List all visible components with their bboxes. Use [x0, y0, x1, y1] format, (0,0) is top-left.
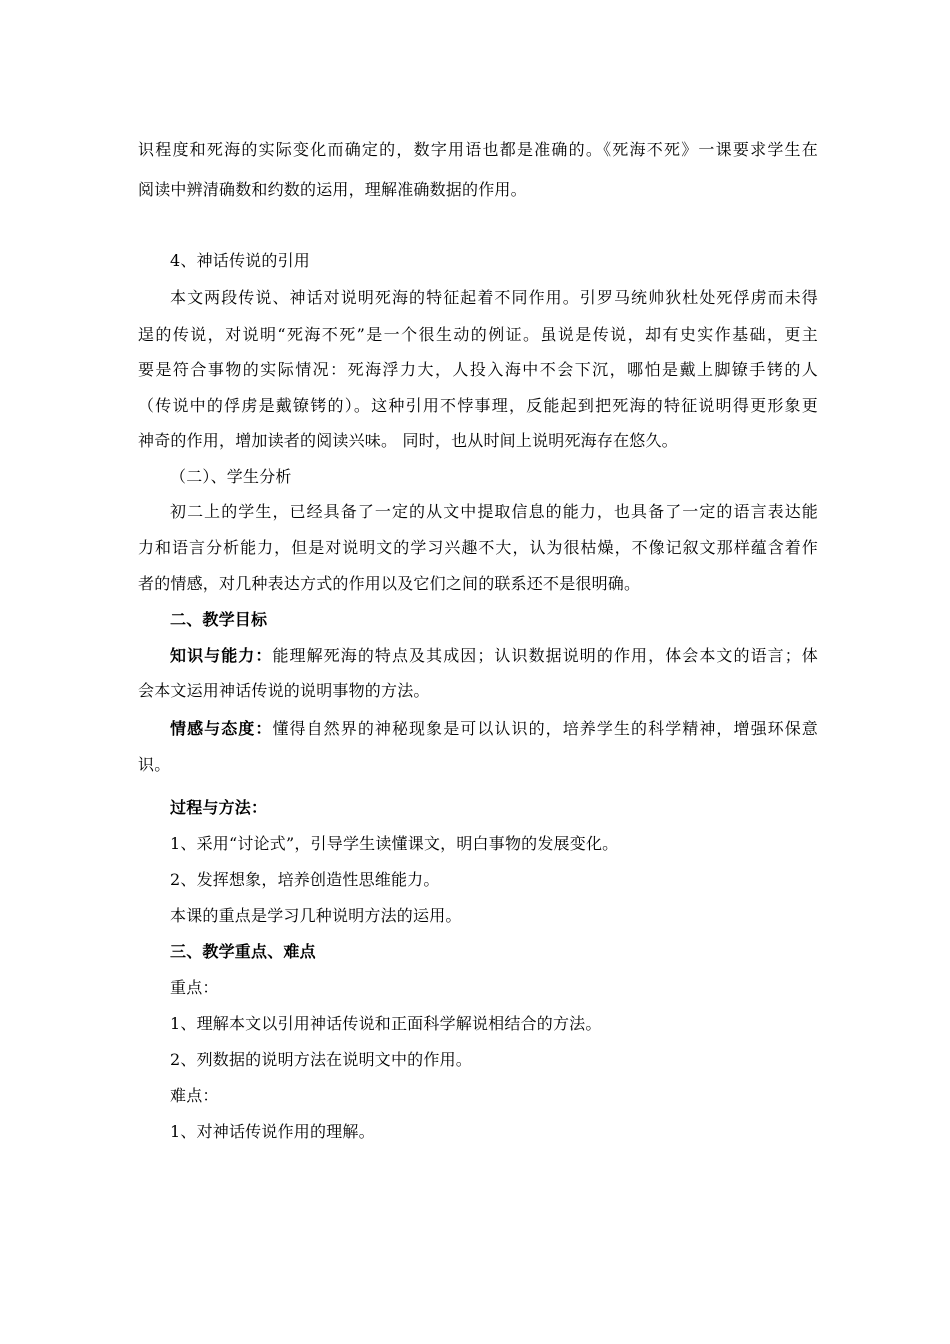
paragraph-line: 本文两段传说、神话对说明死海的特征起着不同作用。引罗马统帅狄杜处死俘虏而未得 — [170, 288, 818, 307]
paragraph-line: 会本文运用神话传说的说明事物的方法。 — [138, 681, 430, 700]
emotion-text: 懂得自然界的神秘现象是可以认识的，培养学生的科学精神，增强环保意 — [272, 719, 818, 738]
paragraph-line: （传说中的俘虏是戴镣铐的）。这种引用不悖事理，反能起到把死海的特征说明得更形象更 — [138, 396, 818, 415]
process-label: 过程与方法： — [170, 798, 268, 817]
paragraph-line: 识程度和死海的实际变化而确定的，数字用语也都是准确的。《死海不死》一课要求学生在 — [138, 140, 818, 159]
knowledge-text: 能理解死海的特点及其成因；认识数据说明的作用，体会本文的语言；体 — [272, 646, 818, 665]
emotion-line — [170, 719, 818, 739]
section-heading: 4、神话传说的引用 — [170, 251, 310, 270]
paragraph-line: 识。 — [138, 755, 171, 774]
section-heading: （二）、学生分析 — [170, 467, 292, 486]
paragraph-line: 阅读中辨清确数和约数的运用，理解准确数据的作用。 — [138, 180, 527, 199]
key-label: 重点： — [170, 978, 219, 997]
section-heading: 二、教学目标 — [170, 610, 268, 629]
section-heading: 三、教学重点、难点 — [170, 942, 316, 961]
list-item: 2、列数据的说明方法在说明文中的作用。 — [170, 1050, 472, 1069]
list-item: 1、对神话传说作用的理解。 — [170, 1122, 375, 1141]
list-item: 2、发挥想象，培养创造性思维能力。 — [170, 870, 440, 889]
list-item: 1、理解本文以引用神话传说和正面科学解说相结合的方法。 — [170, 1014, 602, 1033]
paragraph-line: 逞的传说，对说明“死海不死”是一个很生动的例证。虽说是传说，却有史实作基础，更主 — [138, 325, 818, 344]
paragraph-line: 初二上的学生，已经具备了一定的从文中提取信息的能力，也具备了一定的语言表达能 — [170, 502, 818, 521]
paragraph-line: 神奇的作用，增加读者的阅读兴味。 同时，也从时间上说明死海存在悠久。 — [138, 431, 678, 450]
list-item: 本课的重点是学习几种说明方法的运用。 — [170, 906, 462, 925]
paragraph-line: 力和语言分析能力，但是对说明文的学习兴趣不大，认为很枯燥，不像记叙文那样蕴含着作 — [138, 538, 818, 557]
paragraph-line: 者的情感，对几种表达方式的作用以及它们之间的联系还不是很明确。 — [138, 574, 641, 593]
paragraph-line: 要是符合事物的实际情况：死海浮力大，人投入海中不会下沉，哪怕是戴上脚镣手铐的人 — [138, 360, 818, 379]
list-item: 1、采用“讨论式”，引导学生读懂课文，明白事物的发展变化。 — [170, 834, 619, 853]
knowledge-label: 知识与能力： — [170, 646, 273, 665]
difficulty-label: 难点： — [170, 1086, 219, 1105]
knowledge-line — [170, 646, 818, 666]
emotion-label: 情感与态度： — [170, 719, 273, 738]
